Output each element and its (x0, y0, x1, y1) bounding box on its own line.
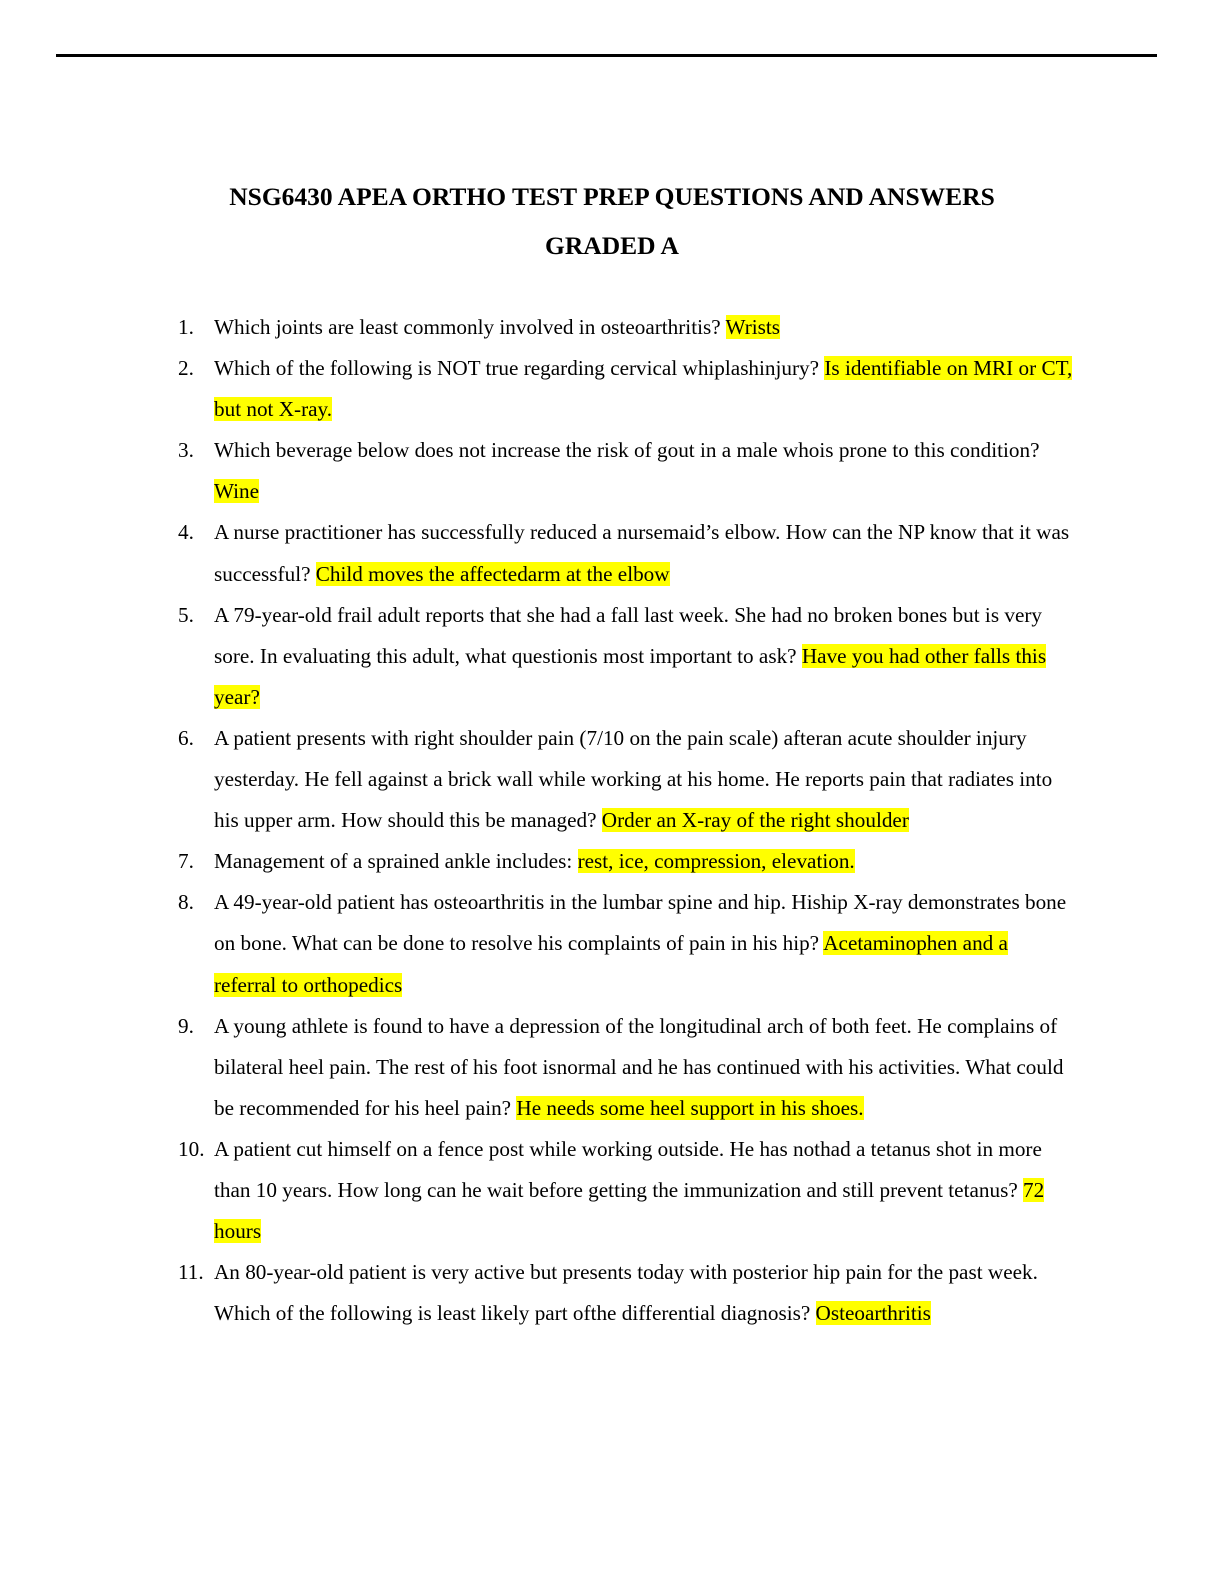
question-text: Which of the following is NOT true regarding cervical whiplashinjury? (214, 356, 820, 381)
answer-highlight: Have you had other falls this year? (214, 643, 1047, 709)
document-title (0, 172, 1224, 270)
question-body (214, 841, 1074, 882)
answer-highlight: Child moves the affectedarm at the elbow (315, 561, 670, 586)
question-item (178, 1006, 1078, 1129)
question-text: A 79-year-old frail adult reports that she had a fall last week. She had no broken bones but is very sore. In evaluating this adult, what questionis most important to ask? (214, 602, 1043, 668)
question-body (214, 1006, 1074, 1129)
question-number: 4. (178, 520, 194, 545)
question-item (178, 595, 1078, 718)
question-body (214, 307, 1074, 348)
question-list (178, 307, 1078, 1334)
question-number: 1. (178, 315, 194, 339)
question-item (178, 512, 1078, 594)
question-body (214, 718, 1074, 841)
question-text: A 49-year-old patient has osteoarthritis in the lumbar spine and hip. Hiship X-ray demonstrates bone on bone. What can be done to resolve his complaints of pain in his hip? (214, 890, 1067, 956)
question-item (178, 1252, 1078, 1334)
question-item (178, 718, 1078, 841)
answer-highlight: Osteoarthritis (815, 1301, 931, 1326)
answer-highlight: Acetaminophen and a referral to orthopedics (214, 931, 1008, 997)
question-text: A patient presents with right shoulder pain (7/10 on the pain scale) afteran acute shoulder injury yesterday. He fell against a brick wall while working at his home. He reports pain that radiates into his upper arm. How should this be managed? (214, 725, 1053, 833)
question-item (178, 882, 1078, 1005)
question-body (214, 512, 1074, 594)
question-number: 10. (178, 1136, 205, 1161)
answer-highlight: Order an X-ray of the right shoulder (601, 808, 909, 833)
title-line-1: NSG6430 APEA ORTHO TEST PREP QUESTIONS AND ANSWERS (229, 182, 995, 211)
question-number: 5. (178, 602, 194, 627)
question-text: An 80-year-old patient is very active but presents today with posterior hip pain for the past week. Which of the following is least likely part ofthe differential diagnosis? (214, 1260, 1038, 1326)
answer-highlight: He needs some heel support in his shoes. (516, 1095, 864, 1120)
title-line-2: GRADED A (545, 231, 679, 260)
header-rule (56, 54, 1157, 57)
question-number: 6. (178, 725, 194, 750)
question-body (214, 430, 1074, 512)
question-body (214, 1252, 1074, 1334)
question-item (178, 841, 1078, 882)
question-body (214, 595, 1074, 718)
question-body (214, 882, 1074, 1005)
answer-highlight: rest, ice, compression, elevation. (577, 849, 855, 874)
question-text: A nurse practitioner has successfully reduced a nursemaid’s elbow. How can the NP know that it was successful? (214, 520, 1070, 586)
question-text: Management of a sprained ankle includes: (214, 849, 573, 874)
question-number: 3. (178, 438, 194, 463)
question-number: 2. (178, 356, 194, 381)
question-number: 11. (178, 1260, 204, 1285)
question-number: 9. (178, 1013, 194, 1038)
question-number: 8. (178, 890, 194, 915)
question-item (178, 348, 1078, 430)
question-number: 7. (178, 849, 194, 874)
answer-highlight: Wrists (725, 315, 781, 339)
question-text: A young athlete is found to have a depression of the longitudinal arch of both feet. He complains of bilateral heel pain. The rest of his foot isnormal and he has continued with his activities. What could be recommended for his heel pain? (214, 1013, 1064, 1120)
question-item (178, 307, 1078, 348)
question-item (178, 430, 1078, 512)
question-item (178, 1129, 1078, 1252)
question-body (214, 1129, 1074, 1252)
answer-highlight: Wine (214, 479, 260, 504)
answer-highlight: 72 hours (214, 1177, 1045, 1244)
question-text: A patient cut himself on a fence post while working outside. He has nothad a tetanus shot in more than 10 years. How long can he wait before getting the immunization and still prevent tetanus? (214, 1136, 1042, 1202)
question-text: Which joints are least commonly involved in osteoarthritis? (214, 315, 721, 339)
answer-highlight: Is identifiable on MRI or CT, but not X-ray. (214, 356, 1073, 422)
question-text: Which beverage below does not increase the risk of gout in a male whois prone to this condition? (214, 438, 1040, 463)
question-body (214, 348, 1074, 430)
